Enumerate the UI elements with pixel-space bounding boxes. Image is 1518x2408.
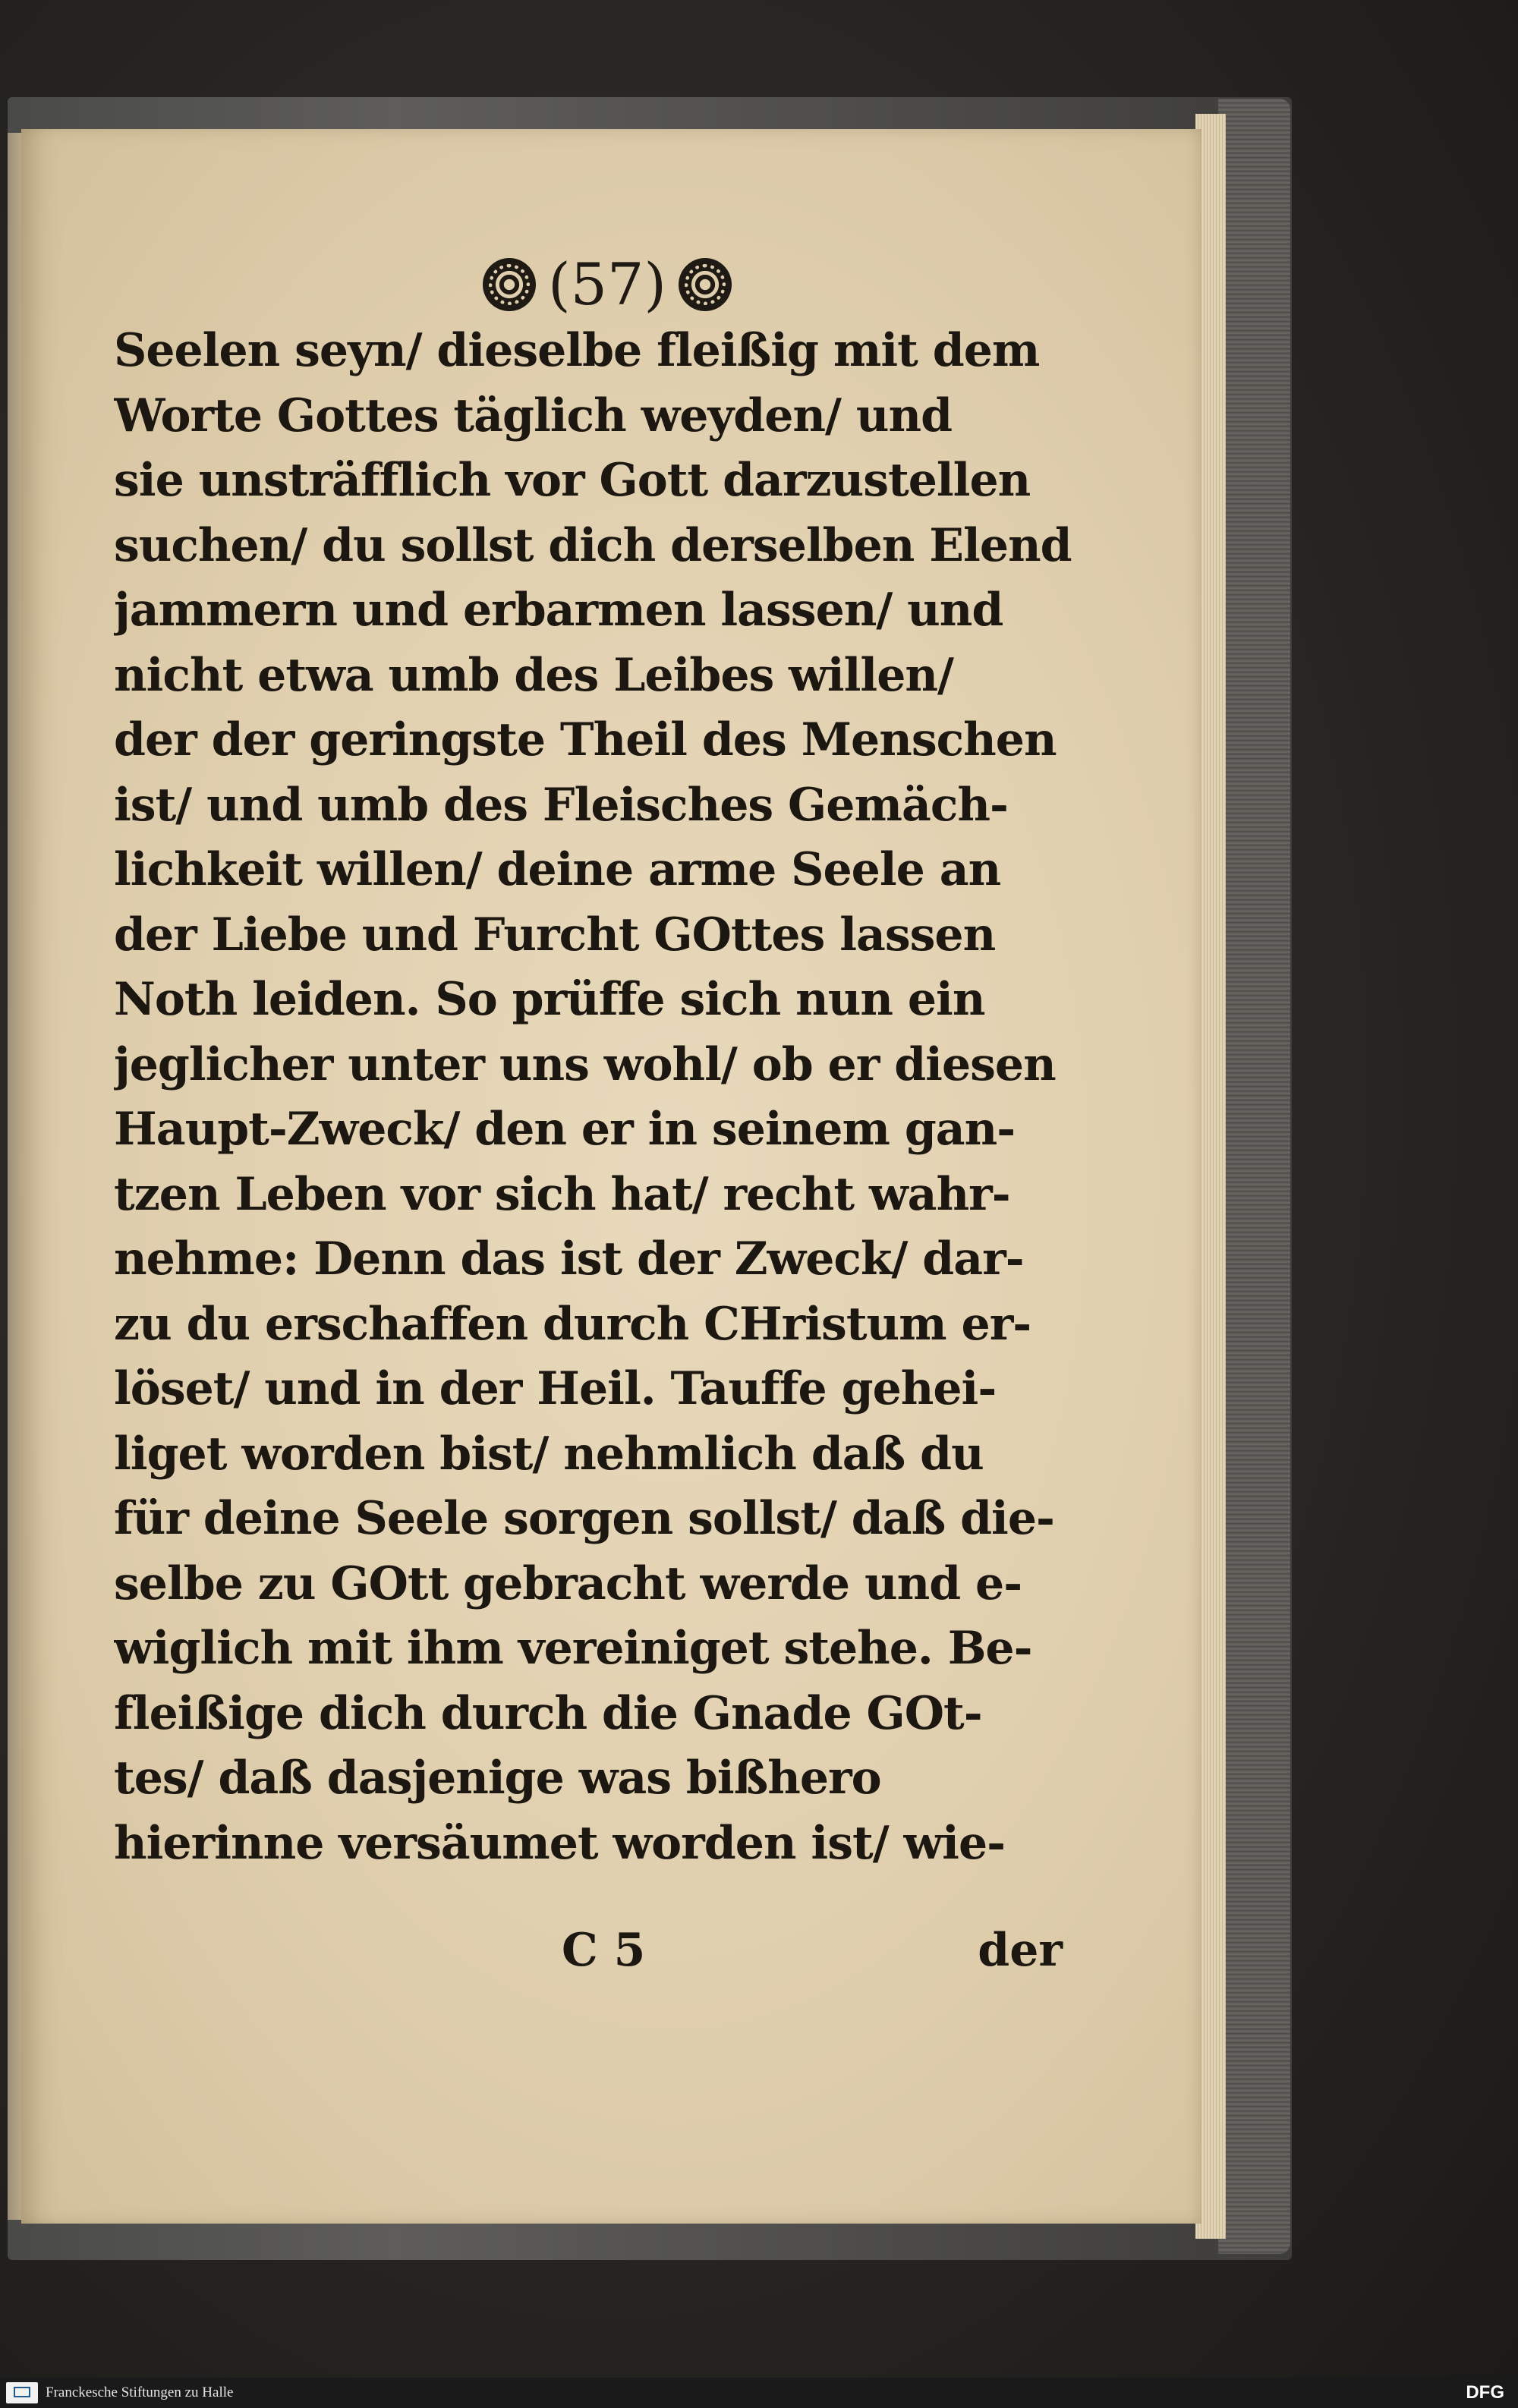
text-line: lichkeit willen/ deine arme Seele an [114, 843, 1001, 896]
text-line: jammern und erbarmen lassen/ und [114, 584, 1003, 637]
signature-mark: C 5 [562, 1924, 646, 1977]
text-line: Seelen seyn/ dieselbe fleißig mit dem [114, 324, 1040, 377]
rosette-ornament-icon [483, 258, 536, 311]
text-line: Noth leiden. So prüffe sich nun ein [114, 973, 985, 1026]
text-line: selbe zu GOtt gebracht werde und e- [114, 1557, 1022, 1610]
text-line: hierinne versäumet worden ist/ wie- [114, 1816, 1006, 1870]
text-line: wiglich mit ihm vereiniget stehe. Be- [114, 1622, 1032, 1675]
page-foot [114, 1924, 1078, 1992]
text-line: Haupt-Zweck/ den er in seinem gan- [114, 1103, 1016, 1156]
text-line: sie unsträfflich vor Gott darzustellen [114, 454, 1031, 507]
text-line: jeglicher unter uns wohl/ ob er diesen [114, 1037, 1056, 1091]
text-line: Worte Gottes täglich weyden/ und [114, 389, 953, 442]
running-head [448, 243, 767, 326]
text-line: nicht etwa umb des Leibes willen/ [114, 648, 953, 702]
library-logo-icon [6, 2382, 38, 2403]
rosette-ornament-icon [679, 258, 732, 311]
text-line: tes/ daß dasjenige was bißhero [114, 1752, 881, 1805]
cover-edge [1218, 99, 1290, 2254]
footer-bar [0, 2378, 1518, 2408]
text-line: ist/ und umb des Fleisches Gemäch- [114, 778, 1008, 832]
footer-institution: Franckesche Stiftungen zu Halle [46, 2384, 234, 2400]
catchword: der [978, 1924, 1063, 1977]
text-line: nehme: Denn das ist der Zweck/ dar- [114, 1232, 1024, 1286]
text-line: der Liebe und Furcht GOttes lassen [114, 908, 996, 962]
text-line: der der geringste Theil des Menschen [114, 713, 1057, 766]
text-line: suchen/ du sollst dich derselben Elend [114, 518, 1072, 572]
text-line: fleißige dich durch die Gnade GOt- [114, 1686, 982, 1740]
page-number: (57) [547, 250, 666, 318]
text-line: liget worden bist/ nehmlich daß du [114, 1427, 984, 1481]
text-line: für deine Seele sorgen sollst/ daß die- [114, 1492, 1054, 1545]
body-text [114, 319, 1078, 1876]
text-line: tzen Leben vor sich hat/ recht wahr- [114, 1167, 1010, 1221]
footer-dfg: DFG [1466, 2382, 1504, 2403]
text-line: zu du erschaffen durch CHristum er- [114, 1297, 1031, 1351]
text-line: löset/ und in der Heil. Tauffe gehei- [114, 1362, 997, 1415]
